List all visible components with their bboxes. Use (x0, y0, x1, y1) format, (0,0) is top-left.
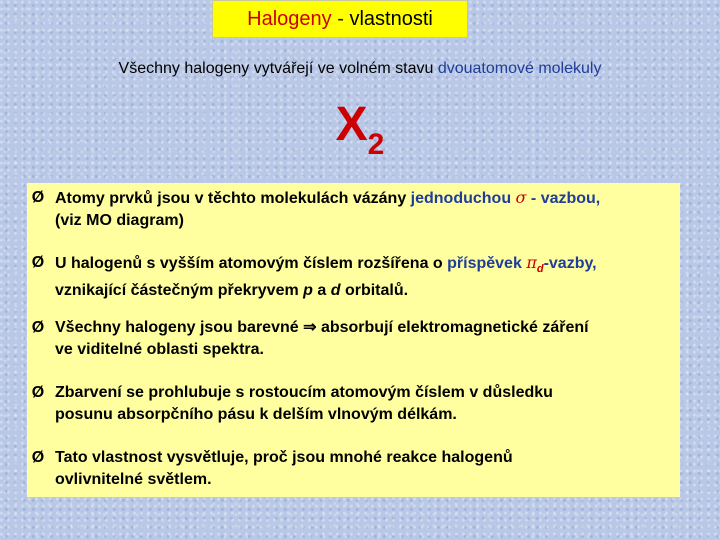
subtitle (0, 60, 720, 78)
orbital-d: d (330, 282, 341, 300)
list-item (27, 382, 680, 426)
item-highlight: - vazbou, (526, 190, 601, 207)
item-text-part: Všechny halogeny jsou barevné (55, 319, 304, 336)
item-text-part: absorbují elektromagnetické záření (316, 319, 589, 336)
item-text (55, 252, 680, 302)
item-highlight: -vazby, (543, 255, 597, 272)
item-text-part: ve viditelné oblasti spektra. (55, 341, 264, 358)
item-text-part: Zbarvení se prohlubuje s rostoucím atomovým číslem v důsledku (55, 384, 553, 401)
list-item (27, 252, 680, 302)
item-text-part: posunu absorpčního pásu k delším vlnovým délkám. (55, 406, 457, 423)
content-panel (27, 183, 680, 497)
item-text-part: a (312, 282, 331, 300)
slide-title (212, 0, 468, 38)
implies-arrow-icon: ⇒ (303, 319, 317, 336)
item-text-part: vznikající částečným překryvem (55, 282, 304, 300)
subtitle-highlight: dvouatomové molekuly (437, 60, 602, 77)
bullet-arrow-icon: Ø (31, 254, 45, 271)
item-text-part: Atomy prvků jsou v těchto molekulách vázány (55, 190, 411, 207)
pi-subscript: d (536, 263, 544, 276)
item-text-part: orbitalů. (340, 282, 409, 300)
title-main: Halogeny (247, 7, 332, 30)
bullet-arrow-icon: Ø (31, 449, 45, 466)
item-text-part: ovlivnitelné světlem. (55, 471, 212, 488)
item-text (55, 187, 680, 232)
sigma-symbol: σ (515, 188, 527, 207)
item-text-part: U halogenů s vyšším atomovým číslem rozšířena o (55, 255, 448, 272)
formula-symbol: X (335, 98, 368, 151)
list-item (27, 447, 680, 491)
pi-symbol: π (526, 253, 537, 272)
item-text (55, 382, 680, 426)
formula-subscript: 2 (367, 128, 385, 161)
item-text-part: (viz MO diagram) (55, 212, 184, 229)
bullet-arrow-icon: Ø (31, 189, 45, 206)
item-text (55, 317, 680, 361)
bullet-arrow-icon: Ø (31, 384, 45, 401)
formula-x2 (0, 95, 720, 161)
subtitle-prefix: Všechny halogeny vytvářejí ve volném stavu (118, 60, 438, 77)
title-rest: vlastnosti (349, 7, 433, 30)
item-highlight: příspěvek (447, 255, 522, 272)
item-text-part: Tato vlastnost vysvětluje, proč jsou mnohé reakce halogenů (55, 449, 513, 466)
list-item (27, 187, 680, 232)
bullet-arrow-icon: Ø (31, 319, 45, 336)
orbital-p: p (303, 282, 313, 300)
list-item (27, 317, 680, 361)
item-highlight: jednoduchou (410, 190, 512, 207)
item-text (55, 447, 680, 491)
title-separator: - (331, 7, 350, 30)
